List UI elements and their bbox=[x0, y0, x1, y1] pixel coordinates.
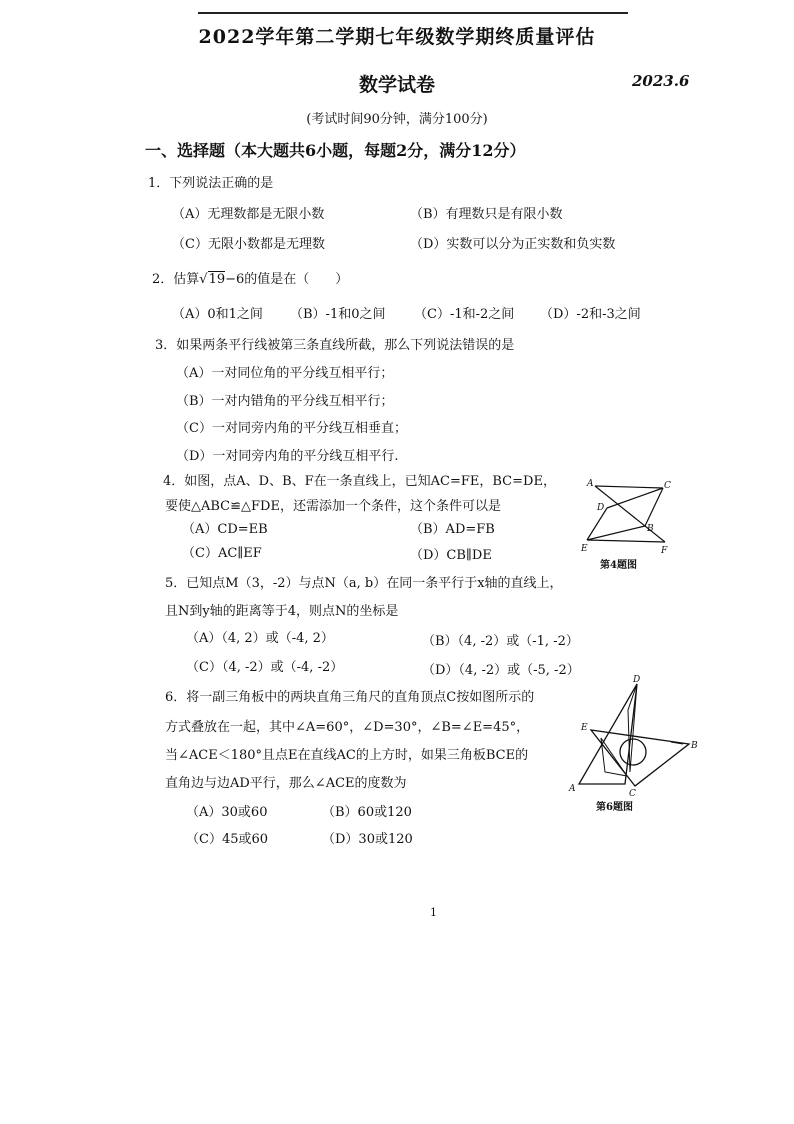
top-rule bbox=[198, 12, 628, 14]
q6-label-e: E bbox=[581, 723, 588, 733]
exam-date: 2023.6 bbox=[632, 72, 690, 90]
q3-option-d: （D）一对同旁内角的平分线互相平行. bbox=[176, 449, 399, 464]
q6-label-a: A bbox=[569, 784, 576, 794]
q1-option-b: （B）有理数只是有限小数 bbox=[410, 207, 563, 222]
q4-line-af bbox=[595, 486, 665, 542]
exam-title: 2022学年第二学期七年级数学期终质量评估 bbox=[198, 26, 596, 48]
exam-subtitle: 数学试卷 bbox=[358, 74, 435, 96]
q1-option-d: （D）实数可以分为正实数和负实数 bbox=[410, 237, 616, 252]
q1-stem: 1．下列说法正确的是 bbox=[148, 176, 274, 191]
q4-option-a: （A）CD=EB bbox=[182, 522, 268, 537]
q6-circle-hole bbox=[620, 739, 646, 765]
q4-line2: 要使△ABC≌△FDE，还需添加一个条件，这个条件可以是 bbox=[165, 499, 501, 514]
exam-note: (考试时间90分钟，满分100分) bbox=[306, 112, 488, 127]
section-title: 一、选择题（本大题共6小题，每题2分，满分12分） bbox=[145, 141, 526, 160]
q4-line-ac bbox=[595, 486, 663, 488]
page-number: 1 bbox=[430, 906, 437, 919]
q3-option-c: （C）一对同旁内角的平分线互相垂直； bbox=[176, 421, 407, 436]
q4-option-d: （D）CB∥DE bbox=[410, 548, 492, 563]
q5-line1: 5．已知点M（3，-2）与点N（a, b）在同一条平行于x轴的直线上， bbox=[165, 576, 563, 591]
q2-stem bbox=[152, 268, 348, 287]
q3-option-a: （A）一对同位角的平分线互相平行； bbox=[176, 366, 394, 381]
q4-label-c: C bbox=[664, 481, 671, 491]
q4-label-d: D bbox=[597, 503, 605, 513]
q6-option-d: （D）30或120 bbox=[322, 832, 413, 847]
q2-option-a: （A）0和1之间 bbox=[172, 307, 263, 322]
q5-option-c: （C）（4, -2）或（-4, -2） bbox=[186, 660, 344, 675]
sqrt-symbol: √ bbox=[199, 272, 208, 287]
q1-option-c: （C）无限小数都是无理数 bbox=[172, 237, 325, 252]
q2-radicand: 19 bbox=[208, 272, 226, 287]
q4-option-c: （C）AC∥EF bbox=[182, 546, 262, 561]
q6-option-a: （A）30或60 bbox=[186, 805, 268, 820]
q4-option-b: （B）AD=FB bbox=[410, 522, 495, 537]
q6-label-d: D bbox=[633, 675, 641, 685]
q4-caption: 第4题图 bbox=[600, 560, 637, 571]
q4-line1: 4．如图，点A、D、B、F在一条直线上，已知AC=FE，BC=DE， bbox=[163, 474, 556, 489]
q5-option-d: （D）（4, -2）或（-5, -2） bbox=[422, 663, 580, 678]
q4-line-ef bbox=[587, 540, 665, 542]
q6-option-c: （C）45或60 bbox=[186, 832, 269, 847]
q6-label-c: C bbox=[629, 789, 636, 799]
q1-option-a: （A）无理数都是无限小数 bbox=[172, 207, 325, 222]
q6-line2: 方式叠放在一起，其中∠A=60°，∠D=30°，∠B=∠E=45°， bbox=[165, 720, 530, 735]
q6-caption: 第6题图 bbox=[596, 802, 633, 813]
q6-line1: 6．将一副三角板中的两块直角三角尺的直角顶点C按如图所示的 bbox=[165, 690, 535, 705]
q4-figure bbox=[575, 476, 680, 556]
q6-figure bbox=[565, 672, 705, 800]
q6-option-b: （B）60或120 bbox=[322, 805, 412, 820]
q2-stem-post: −6的值是在（ ） bbox=[225, 272, 349, 287]
q2-option-c: （C）-1和-2之间 bbox=[414, 307, 515, 322]
q5-option-a: （A）（4, 2）或（-4, 2） bbox=[186, 631, 334, 646]
q3-stem: 3．如果两条平行线被第三条直线所截，那么下列说法错误的是 bbox=[155, 338, 515, 353]
q4-label-f: F bbox=[661, 546, 668, 556]
q4-label-a: A bbox=[587, 479, 594, 489]
q6-line3: 当∠ACE＜180°且点E在直线AC的上方时，如果三角板BCE的 bbox=[165, 748, 529, 763]
q4-label-b: B bbox=[647, 524, 654, 534]
q2-option-d: （D）-2和-3之间 bbox=[540, 307, 641, 322]
q3-option-b: （B）一对内错角的平分线互相平行； bbox=[176, 394, 394, 409]
q5-line2: 且N到y轴的距离等于4，则点N的坐标是 bbox=[165, 604, 399, 619]
q4-label-e: E bbox=[581, 544, 588, 554]
q5-option-b: （B）（4, -2）或（-1, -2） bbox=[422, 634, 579, 649]
q2-option-b: （B）-1和0之间 bbox=[290, 307, 386, 322]
q2-stem-pre: 2．估算 bbox=[152, 272, 200, 287]
q4-line-eb bbox=[587, 526, 645, 540]
q6-label-b: B bbox=[691, 741, 698, 751]
q6-line4: 直角边与边AD平行，那么∠ACE的度数为 bbox=[165, 776, 407, 791]
